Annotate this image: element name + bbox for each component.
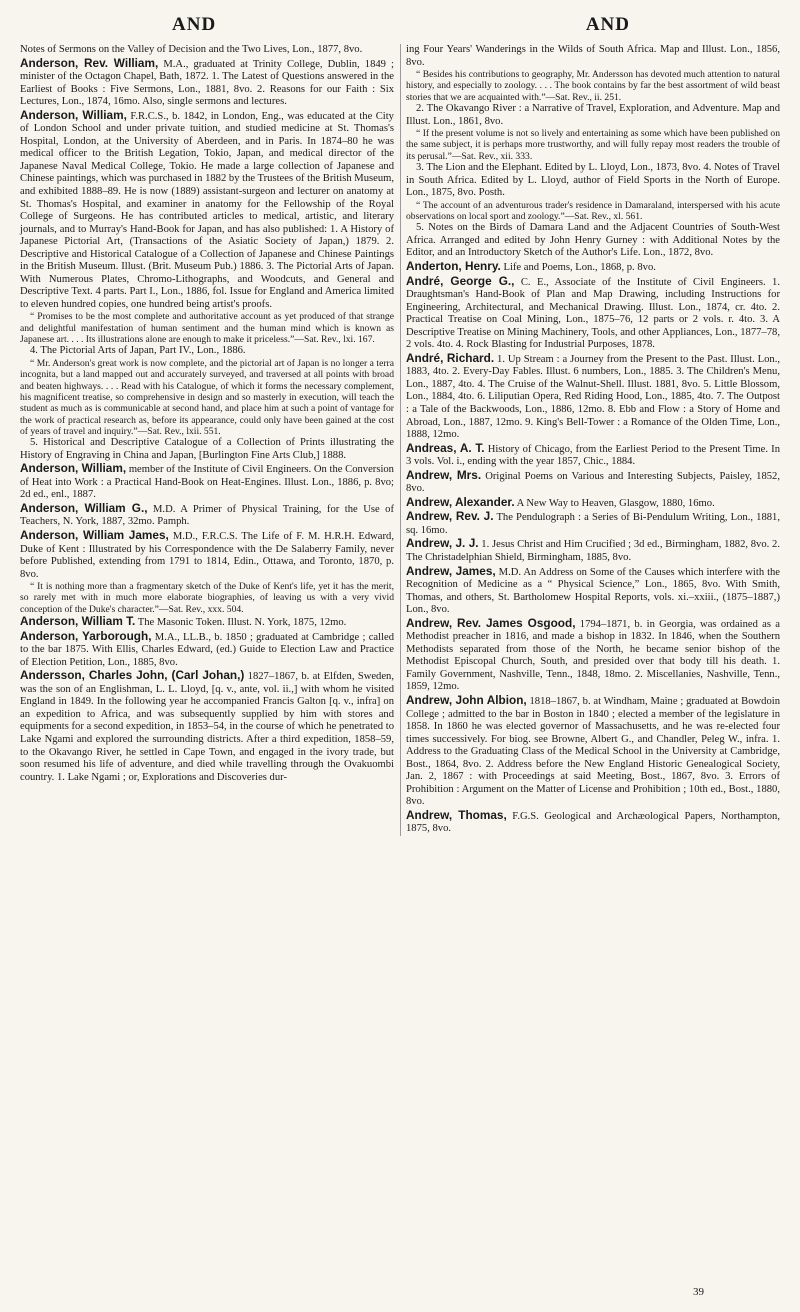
entry-text: The Pendulograph : a Series of Bi-Pendulum Writing, Lon., 1881, sq. 16mo. (406, 512, 780, 536)
biographical-entry (20, 669, 394, 784)
entry-headword: Anderson, Rev. William, (20, 55, 159, 70)
entry-text: M.D. A Primer of Physical Training, for the Use of Teachers, N. York, 1887, 32mo. Pamph. (20, 503, 395, 528)
biographical-entry (406, 565, 780, 617)
entry-headword: Anderson, Yarborough, (20, 628, 152, 643)
entry-headword: Andrew, Thomas, (406, 807, 507, 822)
entry-headword: Anderson, William, (20, 107, 127, 122)
entry-text: Life and Poems, Lon., 1868, p. 8vo. (500, 261, 656, 273)
review-quote: “ If the present volume is not so lively and entertaining as some which have been published on the same subject, it is perhaps more trustworthy, and will fully repay most readers the trouble of its perusal.”—Sat. Rev., xii. 333. (406, 128, 780, 162)
entry-headword: Anderson, William G., (20, 500, 148, 515)
entry-headword: Andrew, James, (406, 563, 496, 578)
entry-text: M.A., graduated at Trinity College, Dublin, 1849 ; minister of the Octagon Chapel, Bath, 1872. 1. The Latest of Questions answered in the Earliest of Books : Five Sermons, Lon., 1881, 8vo. 2. Reasons for our Faith : Six Lectures, Lon., 1874, 16mo. Also, single sermons and lectures. (20, 58, 394, 108)
biographical-entry (406, 275, 780, 352)
review-quote: “ Mr. Anderson's great work is now complete, and the pictorial art of Japan is no longer a terra incognita, but a land mapped out and accurately surveyed, and traversed at all points with broad and beaten highways. . . . Read with his Catalogue, of which it forms the necessary complement, his magnificent treatise, so comprehensive in design and so masterly in execution, will teach the student as much as is communicable at second hand, and place him at such a point of vantage for the work of practical research as, before its appearance, could only have been gained at the cost of years of travel and inquiry.”—Sat. Rev., lxii. 551. (20, 357, 394, 437)
entry-paragraph: 5. Notes on the Birds of Damara Land and the Adjacent Countries of South-West Africa. Arranged and edited by John Henry Gurney : with Additional Notes by the Editor, and an Introductory Sketch of the Author's Life. Lon., 1872, 8vo. (406, 222, 780, 259)
biographical-entry (406, 442, 780, 469)
entry-text: M.D., F.R.C.S. The Life of F. M. H.R.H. Edward, Duke of Kent : Illustrated by his Correspondence with the De Salaberry Family, never before Published, extending from 1791 to 1814, Edin., Ottawa, and Toronto, 1870, p. 8vo. (20, 530, 394, 580)
entry-headword: André, Richard. (406, 350, 495, 365)
entry-text: 1. Up Stream : a Journey from the Present to the Past. Illust. Lon., 1883, 4to. 2. Every-Day Fables. Illust. 6 numbers, Lon., 1885. 3. The Children's Menu, Lon., 1887, 4to. 4. The Cruise of the Walnut-Shell. Illust. 1881, 8vo. 5. Little Blossom, Lon., 1884, 4to. 6. Liliputian Opera, Red Riding Hood, Lon., 1885, 4to. 7. The Outpost : a Tale of the Backwoods, Lon., 1886, 12mo. 8. Ebb and Flow : a Story of Home and Abroad, Lon., 1887, 12mo. 9. King's Bell-Tower : a Romance of the Olden Time, Lon., 1888, 12mo. (406, 353, 780, 441)
entry-paragraph: Notes of Sermons on the Valley of Decision and the Two Lives, Lon., 1877, 8vo. (20, 44, 363, 55)
entry-headword: Andersson, Charles John, (Carl Johan,) (20, 668, 245, 683)
entry-headword: Andrew, Rev. James Osgood, (406, 615, 576, 630)
biographical-entry (406, 260, 780, 275)
running-head (20, 14, 780, 44)
entry-headword: Andrew, Mrs. (406, 467, 482, 482)
review-quote: “ Besides his contributions to geography, Mr. Andersson has devoted much attention to natural history, and especially to zoology. . . . The book contains by far the best assortment of wild beast stories that we are acquainted with.”—Sat. Rev., ii. 251. (406, 69, 780, 103)
biographical-entry (20, 109, 394, 312)
entry-headword: Anderson, William T. (20, 614, 136, 629)
review-quote: “ It is nothing more than a fragmentary sketch of the Duke of Kent's life, yet it has the merit, so rarely met with in much more elaborate biographies, of leaving us with a very vivid conception of the Duke's character.”—Sat. Rev., xxx. 504. (20, 581, 394, 615)
entry-headword: Anderton, Henry. (406, 258, 501, 273)
entry-text: 1827–1867, b. at Elfden, Sweden, was the son of an Englishman, L. L. Lloyd, [q. v., ante, vol. ii.,] with whom he visited England in 1849. In the following year he accompanied Francis Galton [q. v., infra] on an expedition to Africa, and was subsequently supplied by him with stores and equipments for a second expedition, in 1853–54, in the course of which he penetrated to Lake Ngami and explored the surrounding districts. After a third expedition, 1858–59, to the Okavango River, he settled in Cape Town, and engaged in the ivory trade, but soon resumed his life of adventure, and died while travelling through the Ovakuombi country. 1. Lake Ngami ; or, Explorations and Discoveries dur- (20, 671, 395, 783)
review-quote: “ Promises to be the most complete and authoritative account as yet produced of that strange and delightful manifestation of human sentiment and the human mind which is known as Japanese art. . . . Its illustrations alone are enough to make it priceless.”—Sat. Rev., lxi. 167. (20, 311, 394, 346)
left-column (20, 44, 394, 836)
entry-text: History of Chicago, from the Earliest Period to the Present Time. In 3 vols. Vol. i., ending with the year 1857, Chic., 1884. (406, 443, 780, 468)
entry-text: A New Way to Heaven, Glasgow, 1880, 16mo. (514, 497, 715, 509)
biographical-entry (406, 694, 780, 809)
entry-text: 1794–1871, b. in Georgia, was ordained as a Methodist preacher in 1816, and made a bishop in 1832. In 1846, when the Southern Methodists separated from those of the North, he became senior bishop of the Methodist Episcopal Church, South, and presided over that body till his death. 1. Family Government, Nashville, Tenn., 1848, 18mo. 2. Miscellanies, Nashville, Tenn., 1859, 12mo. (406, 618, 781, 693)
biographical-entry (406, 496, 780, 511)
entry-paragraph: 3. The Lion and the Elephant. Edited by L. Lloyd, Lon., 1873, 8vo. 4. Notes of Travel in South Africa. Edited by L. Lloyd, author of Field Sports in the North of Europe. Lon., 1875, 8vo. Posth. (406, 162, 780, 199)
entry-headword: Andrew, Alexander. (406, 494, 515, 509)
biographical-entry (406, 469, 780, 496)
biographical-entry (20, 57, 394, 109)
entry-headword: Andrew, J. J. (406, 536, 479, 551)
entry-headword: Anderson, William, (20, 461, 127, 476)
page-number: 39 (693, 1286, 704, 1298)
biographical-entry (20, 529, 394, 581)
entry-text: 1. Jesus Christ and Him Crucified ; 3d ed., Birmingham, 1882, 8vo. 2. The Christadelphian Shield, Birmingham, 1885, 8vo. (406, 539, 780, 563)
entry-paragraph: ing Four Years' Wanderings in the Wilds of South Africa. Map and Illust. Lon., 1856, 8vo. (406, 44, 780, 68)
right-column (406, 44, 780, 836)
text-columns (20, 44, 780, 836)
biographical-entry (20, 462, 394, 502)
entry-headword: Andrew, John Albion, (406, 693, 527, 708)
biographical-entry (406, 537, 780, 564)
running-head-right: AND (585, 14, 630, 35)
entry-headword: Andreas, A. T. (406, 440, 485, 455)
biographical-entry (406, 809, 780, 836)
review-quote: “ The account of an adventurous trader's residence in Damaraland, interspersed with his acute observations on local sport and zoology.”—Sat. Rev., xl. 561. (406, 199, 780, 223)
entry-text: 1818–1867, b. at Windham, Maine ; graduated at Bowdoin College ; admitted to the bar in Boston in 1840 ; elected a member of the legislature in 1858. In 1860 he was elected governor of Massachusetts, and he was re-elected four times successively. For biog. see Browne, Albert G., and Chandler, Peleg W., infra. 1. Address to the Graduating Class of the Medical School in the University at Cambridge, Bost., 1864, 8vo. 2. Address before the New England Historic Genealogical Society, Jan. 2, 1867 : with Proceedings at said Meeting, Bost., 1867, 8vo. 3. Errors of Prohibition : Argument on the Matter of License and Prohibition ; 10th ed., Bost., 1880, 8vo. (406, 696, 780, 808)
entry-text: C. E., Associate of the Institute of Civil Engineers. 1. Draughtsman's Hand-Book of Plan and Map Drawing, including Instructions for Engineering, Architectural, and Mechanical Drawing. Illust. Lon., 1874, cr. 4to. 2. Practical Treatise on Coal Mining, Lon., 1875–76, 12 parts or 2 vols. r. 4to. 3. A Descriptive Treatise on Mining Machinery, Tools, and other Appliances, Lon., 1877–78, 2 vols. 4to. 4. Rock Blasting for Industrial Purposes, 1878. (406, 276, 780, 351)
column-divider (400, 44, 401, 836)
entry-text: The Masonic Token. Illust. N. York, 1875, 12mo. (135, 617, 347, 629)
biographical-entry (406, 352, 780, 442)
entry-paragraph: 5. Historical and Descriptive Catalogue of a Collection of Prints illustrating the History of Engraving in China and Japan, [Burlington Fine Arts Club,] 1888. (20, 437, 394, 461)
biographical-entry (20, 615, 394, 630)
entry-text: Original Poems on Various and Interesting Subjects, Paisley, 1852, 8vo. (406, 470, 780, 495)
biographical-entry (20, 630, 394, 670)
entry-headword: Andrew, Rev. J. (406, 509, 494, 524)
biographical-entry (406, 617, 780, 694)
biographical-entry (20, 502, 394, 529)
running-head-left: AND (172, 14, 217, 35)
entry-text: member of the Institute of Civil Engineers. On the Conversion of Heat into Work : a Practical Hand-Book on Heat-Engines. Illust. Lon., 1886, p. 8vo; 2d ed., enl., 1887. (20, 464, 394, 501)
entry-text: M.D. An Address on Some of the Causes which interfere with the Recognition of Medicine as a “ Physical Science,” Lon., 1865, 8vo. With Smith, Thomas, and others, St. Bartholomew Hospital Reports, vols. xi.–xxiii., (1875–1887,) Lon., 8vo. (406, 566, 781, 616)
biographical-entry (406, 510, 780, 537)
entry-paragraph: 4. The Pictorial Arts of Japan, Part IV., Lon., 1886. (30, 345, 246, 357)
entry-text: M.A., LL.B., b. 1850 ; graduated at Cambridge ; called to the bar 1875. With Ellis, Charles Edward, (ed.) Guide to Election Law and Practice of Election Petition, Lon., 1885, 8vo. (20, 631, 394, 668)
entry-headword: Anderson, William James, (20, 527, 169, 542)
entry-headword: André, George G., (406, 273, 515, 288)
entry-text: F.R.C.S., b. 1842, in London, Eng., was educated at the City of London School and under private tuition, and studied medicine at St. Thomas's Hospital, London, at the University of Aberdeen, and in Paris. In 1874–80 he was medical officer to the British Legation, Tokio, Japan, and medical director of the Japanese Naval Medical College, Tokio. He made a large collection of Japanese and Chinese paintings, which was purchased in 1882 by the Trustees of the British Museum, and exhibited 1888–89. He is now (1889) assistant-surgeon and lecturer on anatomy at St. Thomas's Hospital, and examiner in anatomy for the Fellowship of the Royal College of Surgeons. He has contributed articles to medical, artistic, and literary journals, and to Murray's Hand-Book for Japan, and has also published: 1. A History of Japanese Pictorial Art, (Transactions of the Asiatic Society of Japan,) 1879. 2. Descriptive and Historical Catalogue of a Collection of Japanese and Chinese Paintings in the British Museum. Illust. (Brit. Museum Pub.) 1886. 3. The Pictorial Arts of Japan. With Numerous Plates, Chromo-Lithographs, and Woodcuts, and General and Descriptive Text. 4 parts. Part I., Lon., 1886, fol. Issue for England and America limited to eleven hundred copies, one hundred being artist's proofs. (20, 110, 394, 310)
entry-paragraph: 2. The Okavango River : a Narrative of Travel, Exploration, and Adventure. Map and Illust. Lon., 1861, 8vo. (406, 103, 780, 127)
entry-text: F.G.S. Geological and Archæological Papers, Northampton, 1875, 8vo. (406, 810, 780, 835)
